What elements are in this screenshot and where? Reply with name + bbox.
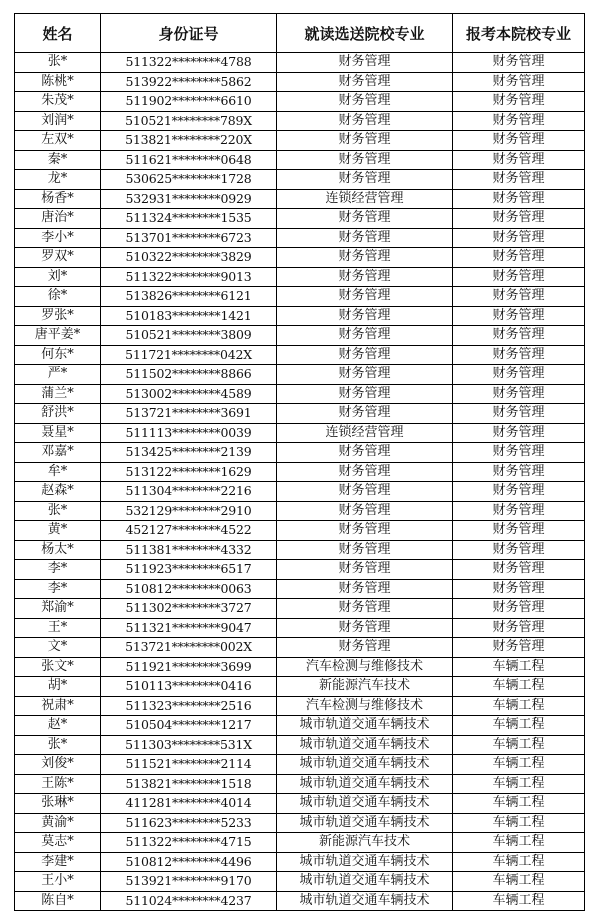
cell-id-number: 511323********2516 (101, 696, 277, 716)
cell-id-number: 510521********789X (101, 111, 277, 131)
cell-target-major: 财务管理 (453, 170, 585, 190)
cell-name: 黄* (15, 521, 101, 541)
table-row (15, 735, 585, 755)
cell-name: 严* (15, 365, 101, 385)
cell-id-number: 511502********8866 (101, 365, 277, 385)
cell-current-major: 财务管理 (277, 540, 453, 560)
cell-name: 龙* (15, 170, 101, 190)
table-row (15, 287, 585, 307)
cell-id-number: 511024********4237 (101, 891, 277, 911)
cell-target-major: 财务管理 (453, 423, 585, 443)
cell-name: 徐* (15, 287, 101, 307)
cell-target-major: 财务管理 (453, 521, 585, 541)
cell-id-number: 511304********2216 (101, 482, 277, 502)
cell-name: 张* (15, 53, 101, 73)
cell-id-number: 510322********3829 (101, 248, 277, 268)
table-row (15, 599, 585, 619)
table-row (15, 872, 585, 892)
table-row (15, 209, 585, 229)
cell-current-major: 城市轨道交通车辆技术 (277, 852, 453, 872)
cell-current-major: 城市轨道交通车辆技术 (277, 755, 453, 775)
table-row (15, 150, 585, 170)
header-target-major: 报考本院校专业 (453, 14, 585, 53)
table-row (15, 72, 585, 92)
cell-id-number: 511322********4715 (101, 833, 277, 853)
cell-id-number: 510812********4496 (101, 852, 277, 872)
cell-current-major: 财务管理 (277, 599, 453, 619)
cell-current-major: 新能源汽车技术 (277, 833, 453, 853)
cell-name: 蒲兰* (15, 384, 101, 404)
cell-name: 聂星* (15, 423, 101, 443)
table-row (15, 482, 585, 502)
cell-id-number: 530625********1728 (101, 170, 277, 190)
cell-id-number: 511902********6610 (101, 92, 277, 112)
table-row (15, 560, 585, 580)
cell-target-major: 财务管理 (453, 131, 585, 151)
cell-id-number: 511324********1535 (101, 209, 277, 229)
cell-id-number: 511923********6517 (101, 560, 277, 580)
cell-target-major: 财务管理 (453, 560, 585, 580)
cell-id-number: 510812********0063 (101, 579, 277, 599)
cell-id-number: 511721********042X (101, 345, 277, 365)
header-row (15, 14, 585, 53)
table-body (15, 53, 585, 911)
cell-current-major: 城市轨道交通车辆技术 (277, 735, 453, 755)
table-row (15, 443, 585, 463)
cell-name: 何东* (15, 345, 101, 365)
cell-current-major: 财务管理 (277, 72, 453, 92)
cell-name: 黄渝* (15, 813, 101, 833)
cell-target-major: 财务管理 (453, 228, 585, 248)
table-row (15, 306, 585, 326)
cell-id-number: 511321********9047 (101, 618, 277, 638)
cell-target-major: 车辆工程 (453, 852, 585, 872)
cell-current-major: 财务管理 (277, 170, 453, 190)
cell-current-major: 财务管理 (277, 482, 453, 502)
cell-current-major: 财务管理 (277, 287, 453, 307)
cell-name: 刘润* (15, 111, 101, 131)
cell-id-number: 411281********4014 (101, 794, 277, 814)
cell-target-major: 财务管理 (453, 306, 585, 326)
table-row (15, 267, 585, 287)
cell-name: 李建* (15, 852, 101, 872)
cell-name: 张文* (15, 657, 101, 677)
cell-id-number: 513821********1518 (101, 774, 277, 794)
cell-id-number: 510183********1421 (101, 306, 277, 326)
cell-current-major: 财务管理 (277, 228, 453, 248)
cell-name: 舒洪* (15, 404, 101, 424)
cell-target-major: 财务管理 (453, 618, 585, 638)
cell-current-major: 城市轨道交通车辆技术 (277, 813, 453, 833)
cell-id-number: 511621********0648 (101, 150, 277, 170)
table-row (15, 618, 585, 638)
cell-current-major: 汽车检测与维修技术 (277, 696, 453, 716)
cell-current-major: 财务管理 (277, 404, 453, 424)
cell-name: 文* (15, 638, 101, 658)
cell-id-number: 511921********3699 (101, 657, 277, 677)
cell-id-number: 513701********6723 (101, 228, 277, 248)
cell-id-number: 510521********3809 (101, 326, 277, 346)
cell-name: 刘* (15, 267, 101, 287)
table-row (15, 92, 585, 112)
cell-id-number: 511623********5233 (101, 813, 277, 833)
cell-current-major: 财务管理 (277, 267, 453, 287)
cell-current-major: 城市轨道交通车辆技术 (277, 872, 453, 892)
cell-current-major: 财务管理 (277, 521, 453, 541)
cell-name: 胡* (15, 677, 101, 697)
table-row (15, 540, 585, 560)
cell-name: 郑渝* (15, 599, 101, 619)
cell-current-major: 连锁经营管理 (277, 189, 453, 209)
cell-target-major: 财务管理 (453, 111, 585, 131)
table-row (15, 248, 585, 268)
cell-current-major: 城市轨道交通车辆技术 (277, 716, 453, 736)
table-row (15, 852, 585, 872)
cell-id-number: 511381********4332 (101, 540, 277, 560)
cell-name: 张* (15, 735, 101, 755)
table-row (15, 365, 585, 385)
cell-current-major: 财务管理 (277, 209, 453, 229)
cell-id-number: 513922********5862 (101, 72, 277, 92)
cell-current-major: 财务管理 (277, 92, 453, 112)
cell-name: 陈自* (15, 891, 101, 911)
cell-name: 王* (15, 618, 101, 638)
table-row (15, 501, 585, 521)
cell-target-major: 财务管理 (453, 638, 585, 658)
cell-id-number: 513721********3691 (101, 404, 277, 424)
cell-target-major: 财务管理 (453, 209, 585, 229)
cell-id-number: 510113********0416 (101, 677, 277, 697)
table-row (15, 53, 585, 73)
cell-current-major: 城市轨道交通车辆技术 (277, 891, 453, 911)
cell-target-major: 财务管理 (453, 579, 585, 599)
cell-name: 杨香* (15, 189, 101, 209)
cell-id-number: 511113********0039 (101, 423, 277, 443)
cell-name: 张琳* (15, 794, 101, 814)
cell-name: 李* (15, 579, 101, 599)
cell-name: 牟* (15, 462, 101, 482)
cell-target-major: 车辆工程 (453, 716, 585, 736)
table-row (15, 638, 585, 658)
cell-name: 莫志* (15, 833, 101, 853)
cell-target-major: 财务管理 (453, 599, 585, 619)
cell-current-major: 财务管理 (277, 326, 453, 346)
cell-target-major: 财务管理 (453, 92, 585, 112)
cell-target-major: 车辆工程 (453, 794, 585, 814)
cell-id-number: 513821********220X (101, 131, 277, 151)
student-table (14, 13, 585, 911)
cell-id-number: 513921********9170 (101, 872, 277, 892)
table-row (15, 189, 585, 209)
cell-current-major: 汽车检测与维修技术 (277, 657, 453, 677)
cell-id-number: 513002********4589 (101, 384, 277, 404)
table-row (15, 521, 585, 541)
cell-target-major: 车辆工程 (453, 813, 585, 833)
cell-name: 唐平姜* (15, 326, 101, 346)
cell-target-major: 财务管理 (453, 443, 585, 463)
cell-name: 罗张* (15, 306, 101, 326)
cell-current-major: 财务管理 (277, 150, 453, 170)
cell-target-major: 财务管理 (453, 482, 585, 502)
table-row (15, 657, 585, 677)
cell-name: 赵森* (15, 482, 101, 502)
cell-current-major: 财务管理 (277, 579, 453, 599)
cell-current-major: 财务管理 (277, 306, 453, 326)
cell-current-major: 财务管理 (277, 248, 453, 268)
cell-id-number: 513122********1629 (101, 462, 277, 482)
cell-target-major: 财务管理 (453, 462, 585, 482)
cell-name: 罗双* (15, 248, 101, 268)
cell-name: 刘俊* (15, 755, 101, 775)
cell-target-major: 财务管理 (453, 384, 585, 404)
cell-current-major: 财务管理 (277, 560, 453, 580)
cell-name: 王陈* (15, 774, 101, 794)
cell-id-number: 532931********0929 (101, 189, 277, 209)
table-row (15, 326, 585, 346)
cell-target-major: 财务管理 (453, 501, 585, 521)
table-row (15, 131, 585, 151)
cell-current-major: 财务管理 (277, 384, 453, 404)
cell-name: 张* (15, 501, 101, 521)
cell-current-major: 财务管理 (277, 638, 453, 658)
cell-name: 唐治* (15, 209, 101, 229)
cell-name: 祝肃* (15, 696, 101, 716)
table-row (15, 404, 585, 424)
cell-name: 陈桃* (15, 72, 101, 92)
cell-id-number: 511303********531X (101, 735, 277, 755)
cell-id-number: 513826********6121 (101, 287, 277, 307)
table-row (15, 228, 585, 248)
table-row (15, 170, 585, 190)
cell-current-major: 财务管理 (277, 345, 453, 365)
cell-id-number: 513425********2139 (101, 443, 277, 463)
table-header (15, 14, 585, 53)
header-name: 姓名 (15, 14, 101, 53)
cell-name: 杨太* (15, 540, 101, 560)
cell-target-major: 财务管理 (453, 404, 585, 424)
cell-target-major: 车辆工程 (453, 833, 585, 853)
table-row (15, 716, 585, 736)
cell-target-major: 车辆工程 (453, 872, 585, 892)
cell-current-major: 新能源汽车技术 (277, 677, 453, 697)
cell-name: 李小* (15, 228, 101, 248)
cell-target-major: 财务管理 (453, 267, 585, 287)
cell-id-number: 452127********4522 (101, 521, 277, 541)
header-id-number: 身份证号 (101, 14, 277, 53)
cell-target-major: 财务管理 (453, 248, 585, 268)
cell-name: 左双* (15, 131, 101, 151)
cell-current-major: 城市轨道交通车辆技术 (277, 794, 453, 814)
cell-name: 朱茂* (15, 92, 101, 112)
cell-name: 王小* (15, 872, 101, 892)
table-row (15, 462, 585, 482)
cell-target-major: 车辆工程 (453, 735, 585, 755)
table-row (15, 891, 585, 911)
cell-target-major: 车辆工程 (453, 696, 585, 716)
table-row (15, 696, 585, 716)
cell-id-number: 511322********9013 (101, 267, 277, 287)
table-row (15, 833, 585, 853)
cell-id-number: 511322********4788 (101, 53, 277, 73)
cell-name: 李* (15, 560, 101, 580)
cell-target-major: 财务管理 (453, 53, 585, 73)
cell-target-major: 财务管理 (453, 345, 585, 365)
table-row (15, 774, 585, 794)
cell-target-major: 车辆工程 (453, 677, 585, 697)
cell-current-major: 财务管理 (277, 618, 453, 638)
table-row (15, 384, 585, 404)
cell-target-major: 财务管理 (453, 189, 585, 209)
table-row (15, 111, 585, 131)
table-row (15, 813, 585, 833)
cell-name: 秦* (15, 150, 101, 170)
cell-name: 赵* (15, 716, 101, 736)
table-row (15, 677, 585, 697)
cell-target-major: 财务管理 (453, 326, 585, 346)
cell-current-major: 财务管理 (277, 462, 453, 482)
cell-target-major: 财务管理 (453, 540, 585, 560)
cell-target-major: 车辆工程 (453, 657, 585, 677)
cell-id-number: 510504********1217 (101, 716, 277, 736)
cell-target-major: 车辆工程 (453, 891, 585, 911)
cell-current-major: 财务管理 (277, 111, 453, 131)
cell-target-major: 财务管理 (453, 287, 585, 307)
header-current-major: 就读选送院校专业 (277, 14, 453, 53)
cell-id-number: 532129********2910 (101, 501, 277, 521)
table-row (15, 579, 585, 599)
cell-target-major: 财务管理 (453, 150, 585, 170)
cell-target-major: 车辆工程 (453, 755, 585, 775)
cell-current-major: 连锁经营管理 (277, 423, 453, 443)
cell-current-major: 财务管理 (277, 365, 453, 385)
cell-name: 邓嘉* (15, 443, 101, 463)
table-row (15, 794, 585, 814)
table-row (15, 755, 585, 775)
cell-target-major: 车辆工程 (453, 774, 585, 794)
cell-current-major: 财务管理 (277, 443, 453, 463)
cell-current-major: 财务管理 (277, 501, 453, 521)
table-row (15, 345, 585, 365)
cell-id-number: 513721********002X (101, 638, 277, 658)
cell-id-number: 511302********3727 (101, 599, 277, 619)
cell-current-major: 财务管理 (277, 53, 453, 73)
cell-current-major: 财务管理 (277, 131, 453, 151)
cell-target-major: 财务管理 (453, 365, 585, 385)
cell-target-major: 财务管理 (453, 72, 585, 92)
cell-id-number: 511521********2114 (101, 755, 277, 775)
cell-current-major: 城市轨道交通车辆技术 (277, 774, 453, 794)
table-row (15, 423, 585, 443)
